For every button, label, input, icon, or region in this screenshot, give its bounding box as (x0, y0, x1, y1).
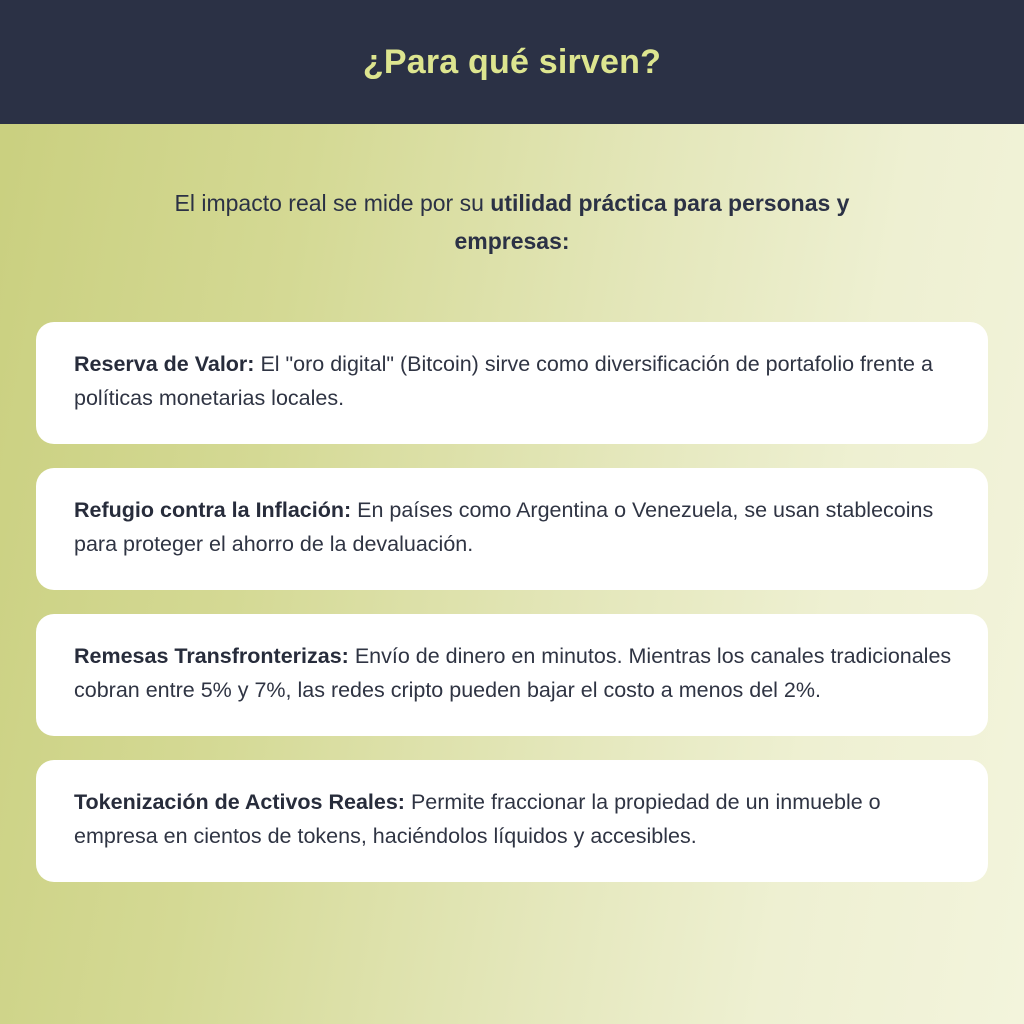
benefit-card-title: Tokenización de Activos Reales: (74, 789, 405, 814)
benefit-card-body: Envío de dinero en minutos. Mientras los canales tradicionales cobran entre 5% y 7%, las redes cripto pueden bajar el costo a menos del 2%. (74, 643, 952, 702)
benefit-card (36, 760, 988, 882)
page-title: ¿Para qué sirven? (362, 42, 662, 81)
benefit-card-title: Reserva de Valor: (74, 352, 255, 376)
header-bar (0, 0, 1024, 124)
intro-normal-text: El impacto real se mide por su (174, 190, 491, 216)
intro-bold-text: utilidad práctica para personas y empresas: (454, 190, 850, 254)
benefit-card-title: Refugio contra la Inflación: (74, 497, 352, 522)
benefit-card-body: En países como Argentina o Venezuela, se usan stablecoins para proteger el ahorro de la devaluación. (74, 497, 934, 556)
benefit-card (36, 322, 988, 444)
benefit-card-list (36, 322, 988, 906)
benefit-card-title: Remesas Transfronterizas: (74, 643, 349, 668)
benefit-card-body: El "oro digital" (Bitcoin) sirve como diversificación de portafolio frente a políticas monetarias locales. (74, 352, 933, 410)
intro-paragraph (140, 185, 884, 261)
benefit-card (36, 614, 988, 736)
benefit-card-body: Permite fraccionar la propiedad de un inmueble o empresa en cientos de tokens, haciéndolos líquidos y accesibles. (74, 789, 881, 848)
benefit-card (36, 468, 988, 590)
